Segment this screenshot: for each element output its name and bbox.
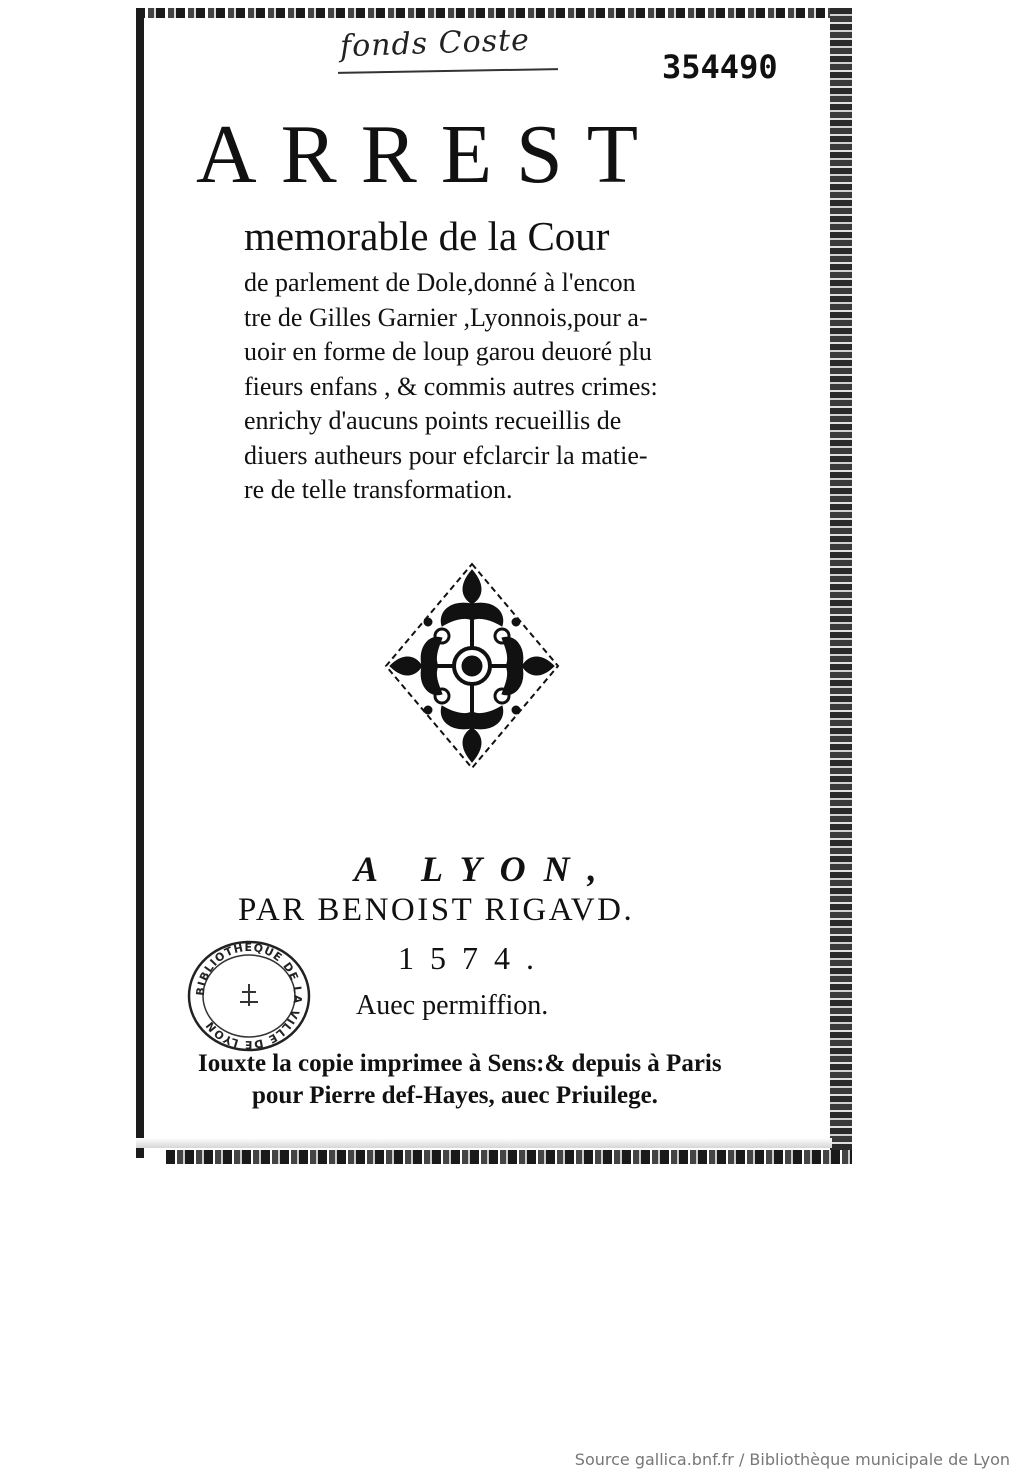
- stamp-text: BIBLIOTHÈQUE DE LA VILLE DE LYON: [193, 940, 305, 1052]
- page-bottom-shadow: [136, 1138, 832, 1148]
- title-description: [244, 266, 764, 508]
- description-line: de parlement de Dole,donné à l'encon: [244, 268, 636, 297]
- handwritten-note: fonds Coste: [339, 22, 531, 65]
- printers-ornament-icon: [380, 560, 564, 772]
- description-line: uoir en forme de loup garou deuoré plu: [244, 337, 652, 366]
- shelfmark-number: 354490: [662, 48, 778, 86]
- imprint-printer: PAR BENOIST RIGAVD.: [238, 892, 635, 928]
- imprint-permission: Auec permiffion.: [356, 990, 549, 1021]
- imprint-year: 1574.: [398, 940, 550, 976]
- description-line: re de telle transformation.: [244, 475, 513, 504]
- description-line: tre de Gilles Garnier ,Lyonnois,pour a-: [244, 302, 648, 332]
- source-credit: Source gallica.bnf.fr / Bibliothèque municipale de Lyon: [574, 1450, 1010, 1469]
- page-bottom-edge: [166, 1150, 852, 1164]
- page-left-edge: [136, 8, 144, 1158]
- subtitle-lead: memorable de la Cour: [244, 213, 610, 259]
- description-line: diuers autheurs pour efclarcir la matie-: [244, 440, 648, 470]
- imprint-note-line: pour Pierre def-Hayes, auec Priuilege.: [252, 1082, 658, 1109]
- page-title: ARREST: [196, 108, 663, 201]
- page-top-edge: [136, 8, 852, 18]
- library-stamp-icon: [184, 936, 314, 1054]
- page-right-edge: [830, 8, 852, 1164]
- imprint-note-line: Iouxte la copie imprimee à Sens:& depuis à Paris: [198, 1050, 722, 1077]
- description-line: enrichy d'aucuns points recueillis de: [244, 406, 622, 435]
- description-line: fieurs enfans , & commis autres crimes:: [244, 371, 658, 401]
- imprint-city: A LYON,: [354, 849, 615, 889]
